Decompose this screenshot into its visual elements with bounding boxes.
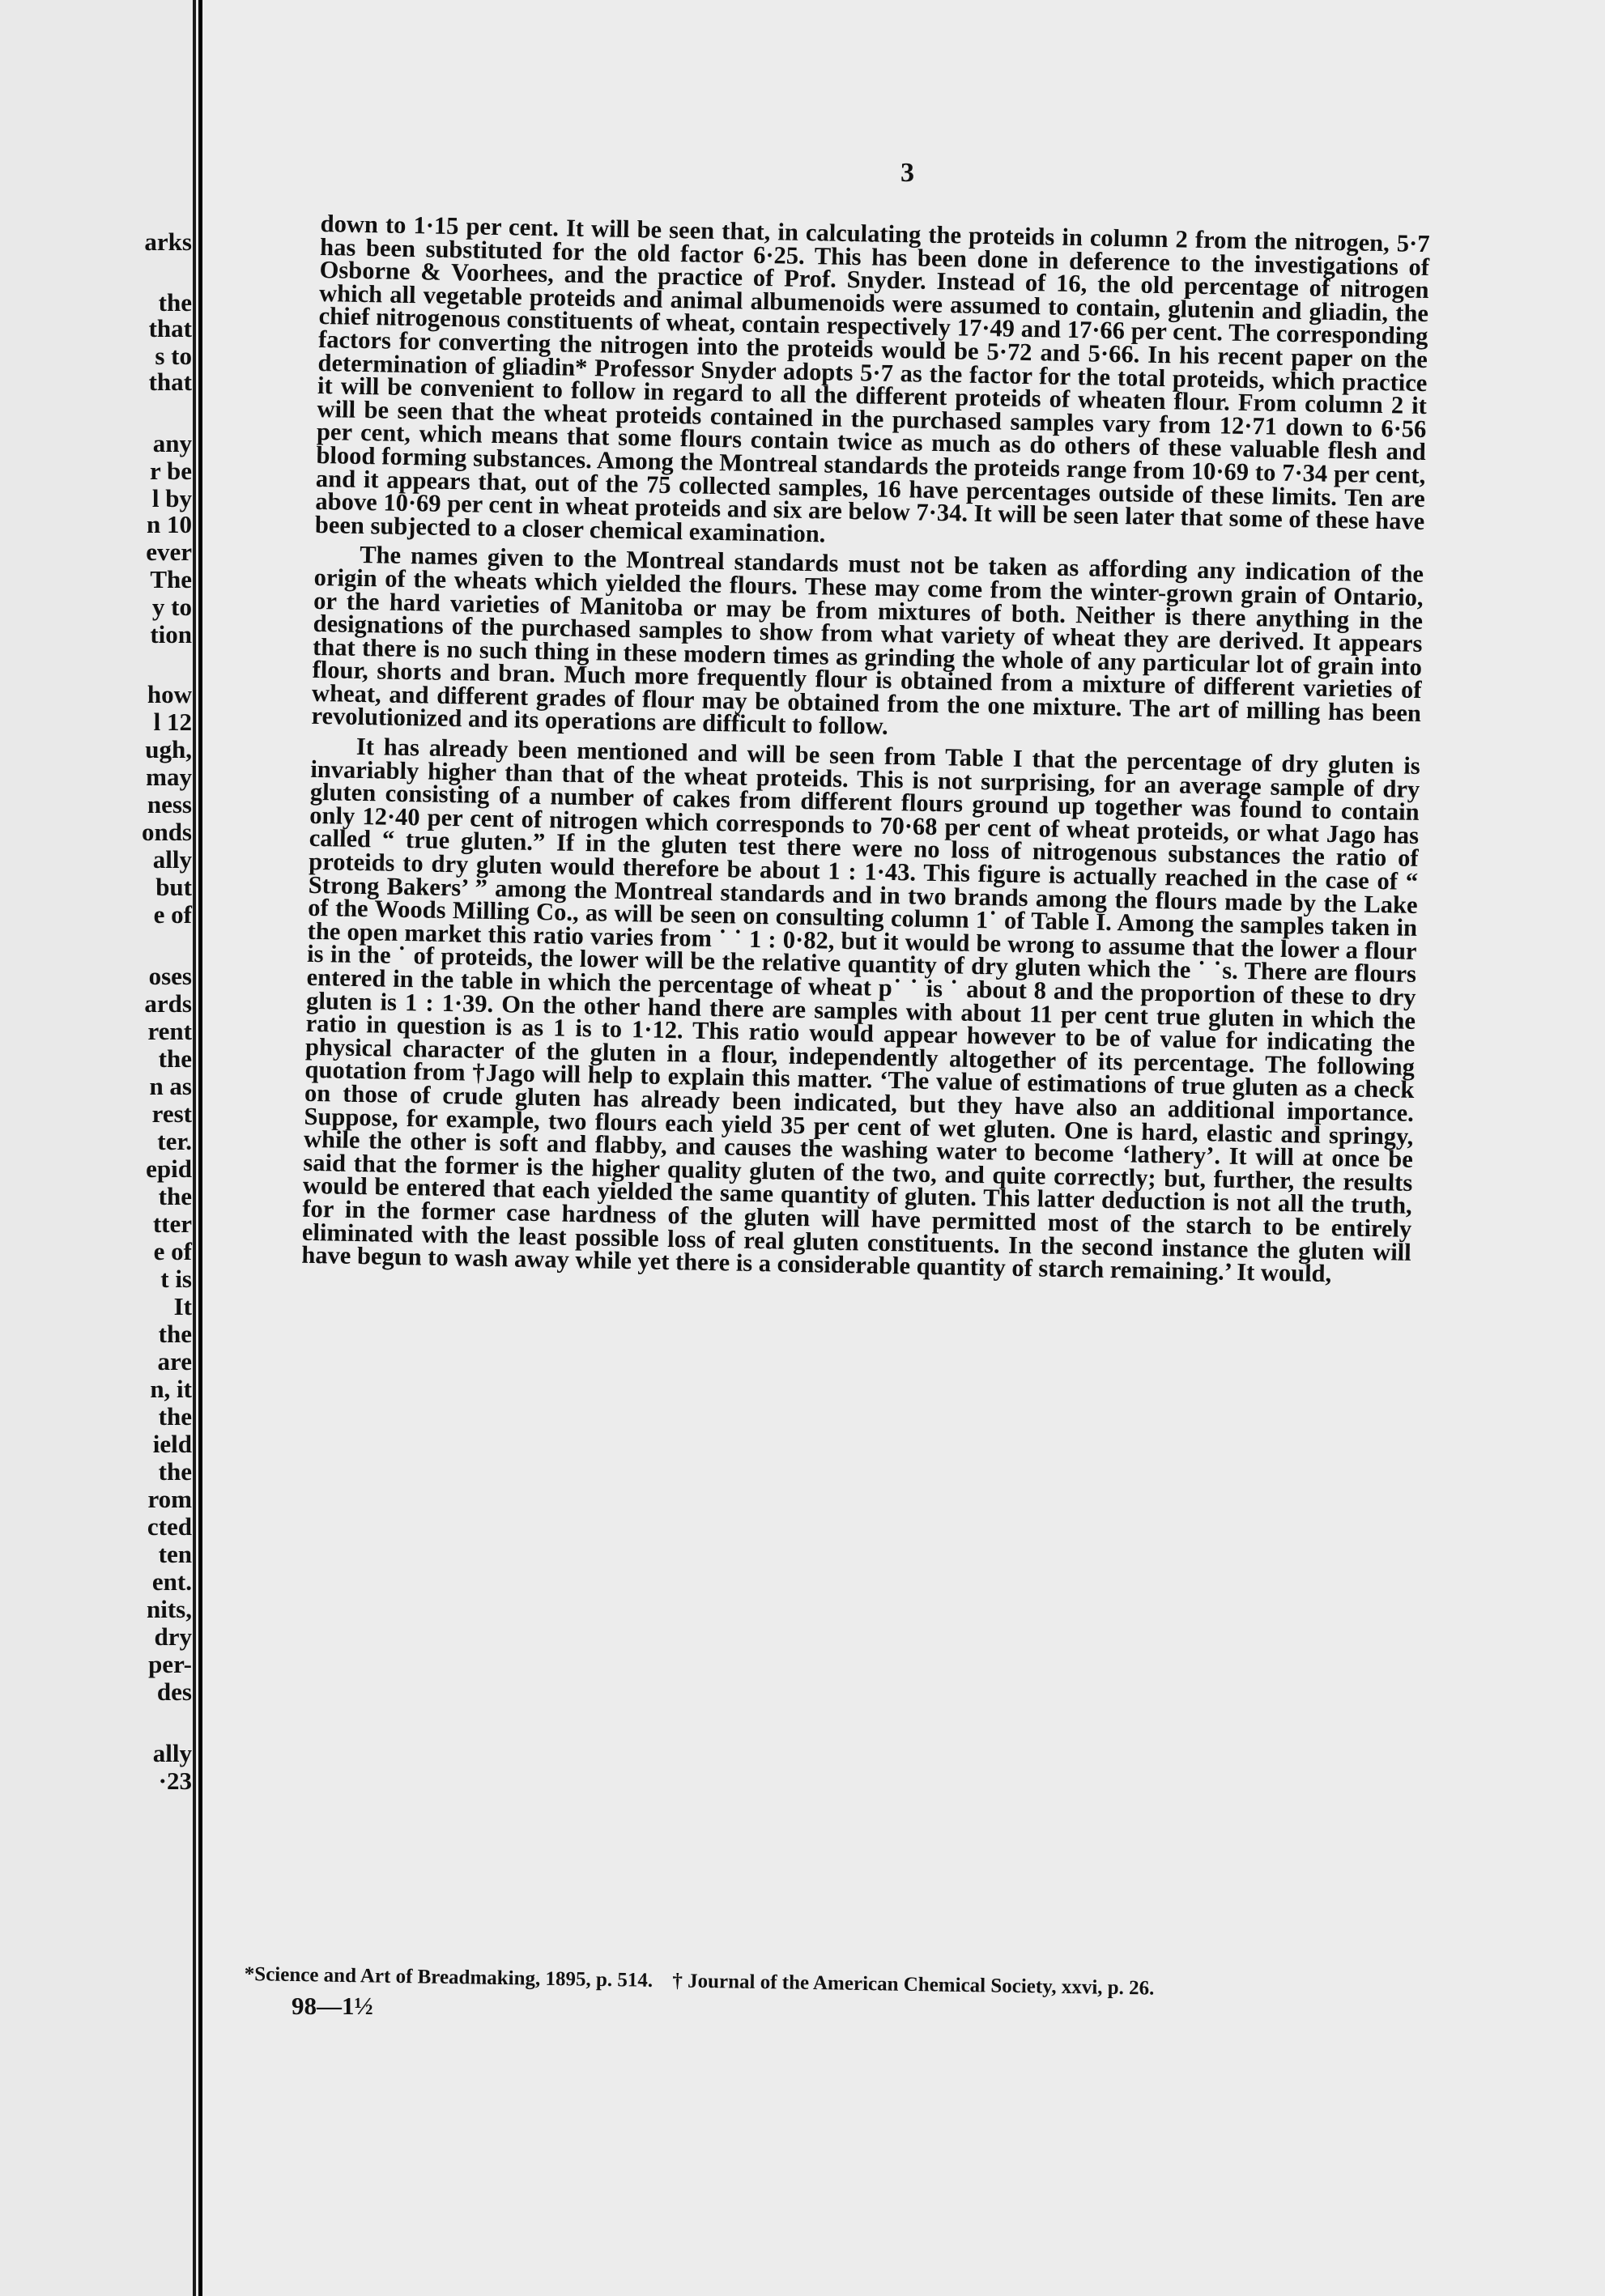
left-page-fragment: n 10 (147, 510, 192, 538)
left-page-fragment: ent. (151, 1567, 192, 1596)
left-page-edge (0, 0, 198, 2296)
left-page-fragment: ·23 (158, 1767, 192, 1795)
left-page-fragment: It (173, 1292, 192, 1320)
left-page-fragment: nits, (147, 1595, 192, 1623)
left-page-fragment: the (158, 1402, 192, 1431)
paragraph: down to 1·15 per cent. It will be seen that, in calculating the proteids in column 2 from the nitrogen, 5·7 has been substituted for the old factor 6·25. This has been done in deference to the investigations of Osborne & Voorhees, and the practice of Prof. Snyder. Instead of 16, the old percentage of nitrogen which all vegetable proteids and animal albumenoids were assumed to contain, glutenin and gliadin, the chief nitrogenous constituents of wheat, contain respectively 17·49 and 17·66 per cent. The corresponding factors for converting the nitrogen into the proteids would be 5·72 and 5·66. In his recent paper on the determination of gliadin* Professor Snyder adopts 5·7 as the factor for the total proteids, which practice it will be convenient to follow in regard to all the different proteids of wheaten flour. From column 2 it will be seen that the wheat proteids contained in the purchased samples vary from 12·71 down to 6·56 per cent, which means that some flours contain twice as much as do others of these valuable flesh and blood forming substances. Among the Montreal standards the proteids range from 10·69 to 7·34 per cent, and it appears that, out of the 75 collected samples, 16 have percentages outside of these limits. Ten are above 10·69 per cent in wheat proteids and six are below 7·34. It will be seen later that some of these have been subjected to a closer chemical examination. (314, 210, 1430, 548)
left-page-fragment: l 12 (153, 708, 192, 736)
left-page-fragment: ally (152, 1739, 192, 1767)
left-page-fragment: the (158, 1182, 192, 1210)
left-page-fragment: oses (148, 962, 192, 990)
left-page-fragment: ter. (157, 1127, 192, 1155)
left-page-fragment: t is (160, 1265, 192, 1293)
left-page-fragment: ally (152, 845, 192, 874)
paragraph: The names given to the Montreal standards must not be taken as affording any indication of the origin of the wheats which yielded the flours. These may come from the winter-grown grain of Ontario, or the hard varieties of Manitoba or may be from mixtures of both. Neither is there anything in the designations of the purchased samples to show from what variety of wheat they are derived. It appears that there is no such thing in these modern times as grinding the whole of any particular lot of grain into flour, shorts and bran. Much more frequently flour is obtained from a mixture of different varieties of wheat, and different grades of flour may be obtained from the one mixture. The art of milling has been revolutionized and its operations are difficult to follow. (311, 541, 1424, 741)
left-page-fragment: rent (147, 1017, 192, 1045)
left-page-fragment: des (156, 1677, 192, 1706)
left-page-fragment: tter (152, 1210, 192, 1238)
footnote-journal: † Journal of the American Chemical Society, xxvi, p. 26. (672, 1970, 1155, 2000)
left-page-fragment: ness (147, 790, 192, 818)
gutter-line (193, 0, 196, 2296)
left-page-fragment: rom (147, 1485, 192, 1513)
left-page-fragment: the (158, 288, 192, 317)
left-page-fragment: ever (146, 538, 192, 566)
left-page-fragment: the (158, 1457, 192, 1486)
left-page-fragment: tion (150, 620, 192, 648)
footnote-breadmaking: *Science and Art of Breadmaking, 1895, p. 514. (244, 1963, 653, 1992)
signature-mark: 98—1½ (292, 1992, 373, 2020)
left-page-fragment: that (148, 314, 192, 342)
left-page-fragment: but (155, 873, 192, 901)
left-page-fragment: the (158, 1044, 192, 1073)
left-page-fragment: e of (153, 900, 192, 929)
left-page-fragment: dry (154, 1622, 192, 1651)
left-page-fragment: onds (141, 818, 192, 846)
left-page-fragment: r be (150, 457, 192, 485)
left-page-fragment: The (150, 565, 192, 593)
left-page-fragment: may (146, 763, 192, 791)
left-page-fragment: ten (158, 1540, 192, 1568)
left-page-fragment: per- (148, 1650, 192, 1678)
left-page-fragment: ards (144, 989, 192, 1018)
left-page-fragment: cted (147, 1512, 192, 1541)
left-page-fragment: ield (152, 1430, 192, 1458)
left-page-fragment: that (148, 368, 192, 396)
left-page-fragment: are (157, 1347, 192, 1375)
paragraph: It has already been mentioned and will be seen from Table I that the percentage of dry gluten is invariably higher than that of the wheat proteids. This is not surprising, for an average sample of dry gluten consisting of a number of cakes from different flours ground up together was found to contain only 12·40 per cent of nitrogen which corresponds to 70·68 per cent of wheat proteids, or what Jago has called “ true gluten.” If in the gluten test there were no loss of nitrogenous substances the ratio of proteids to dry gluten would therefore be about 1 : 1·43. This figure is actually reached in the case of “ Strong Bakers’ ” among the Montreal standards and in two brands among the flours made by the Lake of the Woods Milling Co., as will be seen on consulting column 1˙ of Table I. Among the samples taken in the open market this ratio varies from ˙ ˙ 1 : 0·82, but it would be wrong to assume that the lower a flour is in the ˙ of proteids, the lower will be the relative quantity of dry gluten which the ˙ ˙s. There are flours entered in the table in which the percentage of wheat p˙ ˙ is ˙ about 8 and the proportion of these to dry gluten is 1 : 1·39. On the other hand there are samples with about 11 per cent true gluten in which the ratio in question is as 1 is to 1·12. This ratio would appear however to be of value for indicating the physical character of the gluten in a flour, independently altogether of its percentage. The following quotation from †Jago will help to explain this matter. ‘The value of estimations of true gluten as a check on those of crude gluten has already been indicated, but they have also an additional importance. Suppose, for example, two flours each yield 35 per cent of wet gluten. One is hard, elastic and springy, while the other is soft and flabby, and causes the washing water to become ‘lathery’. It will at once be said that the former is the higher quality gluten of the two, and quite correctly; but, further, the results would be entered that each yielded the same quantity of gluten. This latter deduction is not all the truth, for in the former case hardness of the gluten will have permitted most of the starch to be entirely eliminated with the least possible loss of real gluten constituents. In the second instance the gluten will have begun to wash away while yet there is a considerable quantity of starch remaining.’ It would, (301, 732, 1421, 1288)
body-text (301, 212, 1430, 1287)
page-number: 3 (900, 158, 914, 188)
left-page-fragment: l by (151, 484, 192, 512)
left-page-fragment: e of (153, 1237, 192, 1265)
left-page-fragment: any (152, 429, 192, 457)
left-page-fragment: the (158, 1320, 192, 1348)
left-page-fragment: s to (155, 342, 192, 370)
left-page-fragment: ugh, (145, 735, 192, 763)
left-page-fragment: how (147, 680, 192, 708)
left-page-fragment: n, it (150, 1375, 192, 1403)
left-page-fragment: arks (144, 227, 192, 256)
left-page-fragment: n as (149, 1072, 192, 1100)
left-page-fragment: rest (151, 1099, 192, 1128)
left-page-fragment: epid (146, 1154, 192, 1183)
left-page-fragment: y to (151, 593, 192, 621)
